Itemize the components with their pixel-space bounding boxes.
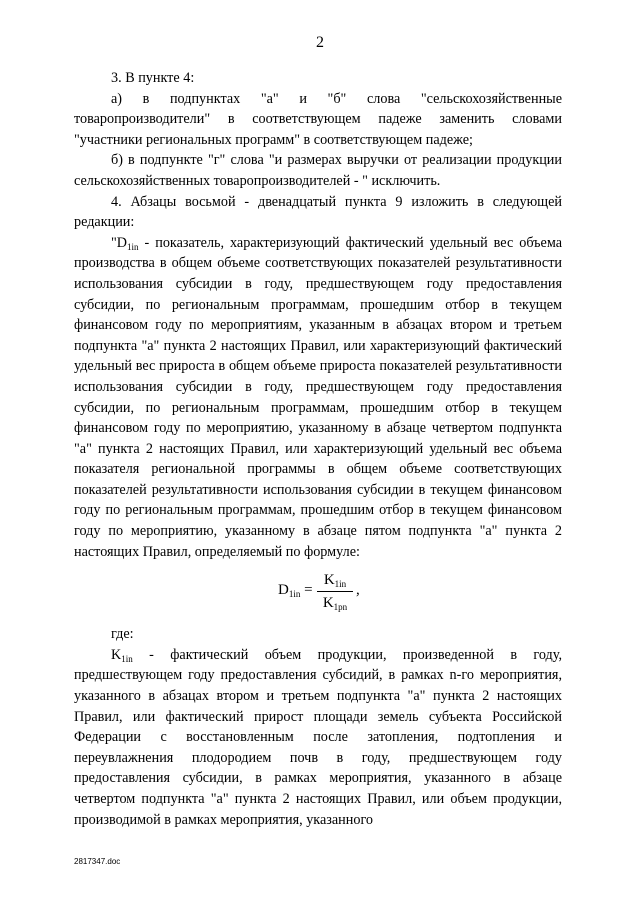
formula-denominator: $K_{1pn}$ — [322, 595, 348, 613]
symbol-k: K — [111, 646, 122, 663]
formula-lhs: $D_{1in}$ = — [278, 582, 313, 600]
paragraph-subitem-a: а) в подпунктах "а" и "б" слова "сельскохозяйственные товаропроизводители" в соответствующем падеже заменить словами "участники региональных программ" в соответствующем падеже; — [74, 90, 562, 148]
definition-d-text: - показатель, характеризующий фактический удельный вес объема производства в общем объеме соответствующих показателей результативности использования субсидии в году, предшествующем году предоставления субсидии, по региональным программам, прошедшим отбор в текущем финансовом году по мероприятиям, указанным в абзацах втором и третьем подпункта "а" пункта 2 настоящих Правил, или характеризующий фактический удельный вес прироста в общем объеме прироста показателей результативности использования субсидии в году, предшествующем году предоставления субсидии, по региональным программам, прошедшим отбор в текущем финансовом году по мероприятию, указанному в абзаце четвертом подпункта "а" пункта 2 настоящих Правил, или характеризующий удельный вес объема показателя региональной программы в общем объеме соответствующих показателей результативности использования субсидии в текущем финансовом году по региональным программам, прошедшим отбор в текущем финансовом году по мероприятию, указанному в абзаце пятом подпункта "а" пункта 2 настоящих Правил, определяемый по формуле: — [74, 234, 562, 560]
fraction-bar — [317, 591, 353, 592]
document-body — [74, 68, 562, 830]
definition-k1in — [74, 645, 562, 830]
formula-numerator: $K_{1in}$ — [323, 572, 347, 590]
document-footer: 2817347.doc — [74, 857, 121, 866]
symbol-d: D — [116, 234, 128, 251]
page-number: 2 — [316, 34, 324, 51]
formula-fraction — [317, 570, 353, 613]
open-quote: " — [111, 234, 117, 251]
formula-comma: , — [356, 582, 360, 599]
definition-k-text: - фактический объем продукции, произведенной в году, предшествующем году предоставления субсидий, в рамках n-го мероприятия, указанного в абзацах втором и третьем подпункта "а" пункта 2 настоящих Правил, или фактический прирост площади земель субъекта Российской Федерации с восстановленным после затопления, подтопления и переувлажнения плодородием почв в году, предшествующем году предоставления субсидии, в рамках мероприятия, указанного в абзаце четвертом подпункта "а" пункта 2 настоящих Правил, или объем продукции, производимой в рамках мероприятия, указанного — [74, 646, 562, 828]
symbol-k-subscript: 1in — [121, 653, 133, 664]
symbol-d-subscript: 1in — [127, 241, 139, 252]
paragraph-item-4: 4. Абзацы восьмой - двенадцатый пункта 9 изложить в следующей редакции: — [74, 193, 562, 231]
formula — [74, 566, 562, 618]
where-label: где: — [111, 626, 134, 643]
paragraph-item-3: 3. В пункте 4: — [111, 70, 195, 86]
definition-d1in — [74, 233, 562, 563]
paragraph-subitem-b: б) в подпункте "г" слова "и размерах выручки от реализации продукции сельскохозяйственных товаропроизводителей - " исключить. — [74, 152, 562, 189]
